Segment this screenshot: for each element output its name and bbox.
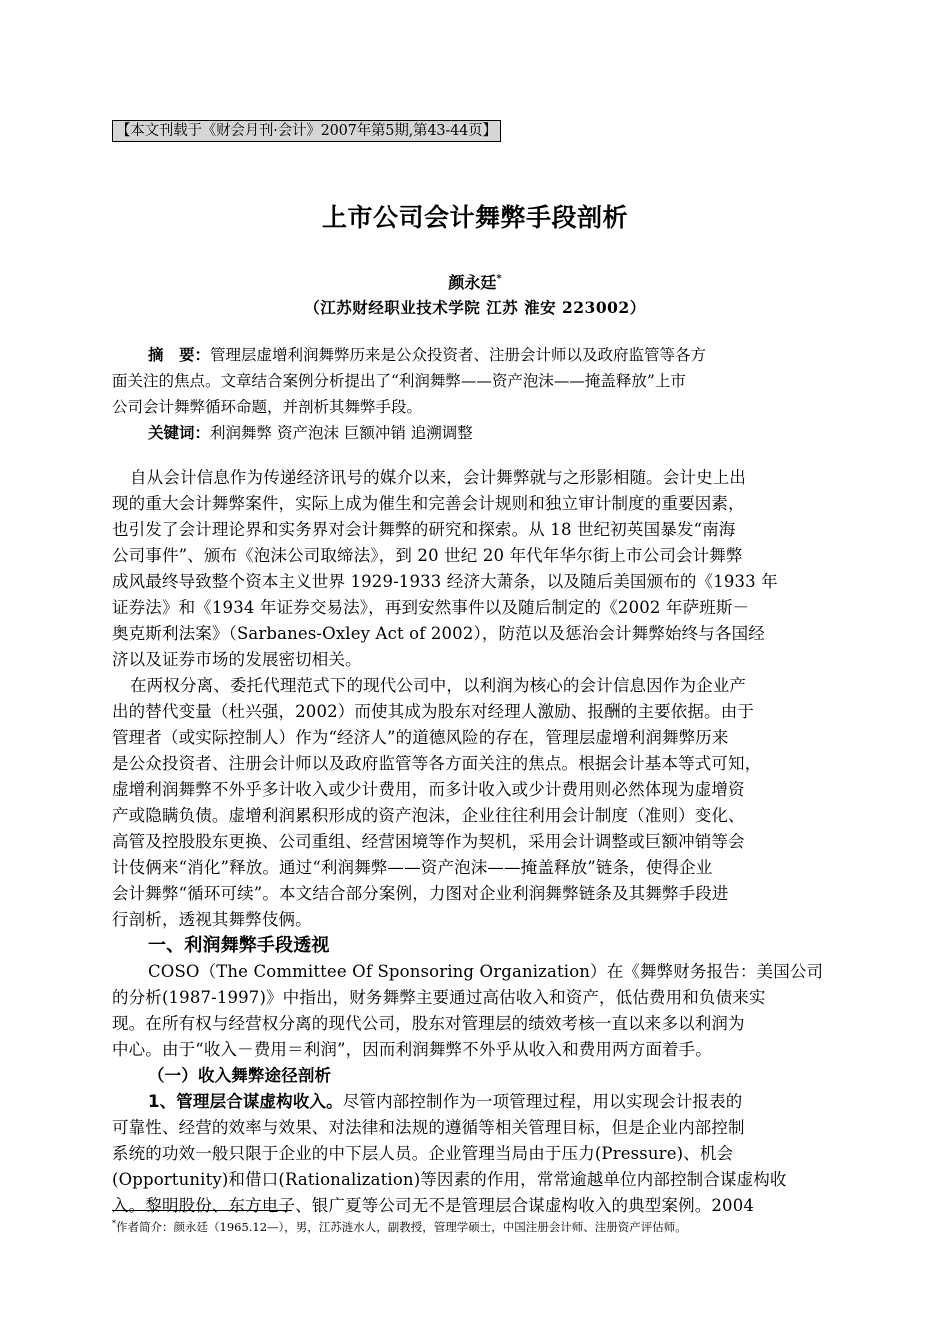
text-line: 入。黎明股份、东方电子、银广夏等公司无不是管理层合谋虚构收入的典型案例。2004 xyxy=(112,1196,754,1215)
paragraph-1 xyxy=(112,465,844,673)
text-line: 奥克斯利法案》（Sarbanes-Oxley Act of 2002），防范以及惩治会计舞弊始终与各国经 xyxy=(112,624,765,643)
section-heading-1: 一、利润舞弊手段透视 xyxy=(148,935,330,956)
paragraph-4 xyxy=(112,1089,844,1219)
runin-heading: 1、管理层合谋虚构收入。 xyxy=(148,1092,343,1111)
text-line: 虚增利润舞弊不外乎多计收入或少计费用，而多计收入或少计费用则必然体现为虚增资 xyxy=(112,780,745,799)
text-line xyxy=(112,1089,844,1115)
paragraph-3 xyxy=(112,959,844,1063)
text-line: 出的替代变量（杜兴强，2002）而使其成为股东对经理人激励、报酬的主要依据。由于 xyxy=(112,702,754,721)
text-line: 公司事件”、颁布《泡沫公司取缔法》，到 20 世纪 20 年代年华尔街上市公司会计舞弊 xyxy=(112,546,743,565)
abstract-line: 公司会计舞弊循环命题，并剖析其舞弊手段。 xyxy=(112,398,423,416)
abstract-text: 管理层虚增利润舞弊历来是公众投资者、注册会计师以及政府监管等各方 xyxy=(210,346,707,364)
text-line: 管理者（或实际控制人）作为“经济人”的道德风险的存在，管理层虚增利润舞弊历来 xyxy=(112,728,729,747)
paper-title: 上市公司会计舞弊手段剖析 xyxy=(321,203,628,232)
text-line: 现。在所有权与经营权分离的现代公司，股东对管理层的绩效考核一直以来多以利润为 xyxy=(112,1014,745,1033)
text-line: (Opportunity)和借口(Rationalization)等因素的作用，常常逾越单位内部控制合谋虚构收 xyxy=(112,1170,787,1189)
keywords-text: 利润舞弊 资产泡沫 巨额冲销 追溯调整 xyxy=(210,424,473,442)
abstract-line xyxy=(112,342,844,368)
abstract-line: 面关注的焦点。文章结合案例分析提出了“利润舞弊——资产泡沫——掩盖释放”上市 xyxy=(112,372,686,390)
text-line: 自从会计信息作为传递经济讯号的媒介以来，会计舞弊就与之形影相随。会计史上出 xyxy=(130,468,747,487)
author-line xyxy=(0,270,950,293)
text-line: 行剖析，透视其舞弊伎俩。 xyxy=(112,910,312,929)
text-line: 会计舞弊“循环可续”。本文结合部分案例，力图对企业利润舞弊链条及其舞弊手段进 xyxy=(112,884,729,903)
footnote xyxy=(112,1216,687,1235)
text-line: COSO（The Committee Of Sponsoring Organization）在《舞弊财务报告：美国公司 xyxy=(148,962,824,981)
text-line: 是公众投资者、注册会计师以及政府监管等各方面关注的焦点。根据会计基本等式可知， xyxy=(112,754,762,773)
text-line: 中心。由于“收入－费用＝利润”，因而利润舞弊不外乎从收入和费用两方面着手。 xyxy=(112,1040,712,1059)
text-line: 系统的功效一般只限于企业的中下层人员。企业管理当局由于压力(Pressure)、机会 xyxy=(112,1144,734,1163)
keywords-label: 关键词： xyxy=(148,424,211,442)
text-line: 计伎俩来“消化”释放。通过“利润舞弊——资产泡沫——掩盖释放”链条，使得企业 xyxy=(112,858,713,877)
text-line: 成风最终导致整个资本主义世界 1929-1933 经济大萧条，以及随后美国颁布的《1933 年 xyxy=(112,572,778,591)
author-footnote-mark: * xyxy=(496,273,502,285)
paragraph-2 xyxy=(112,673,844,933)
text-line: 也引发了会计理论界和实务界对会计舞弊的研究和探索。从 18 世纪初英国暴发“南海 xyxy=(112,520,736,539)
body-text xyxy=(112,465,844,1219)
abstract-block xyxy=(112,342,844,446)
text-line: 现的重大会计舞弊案件，实际上成为催生和完善会计规则和独立审计制度的重要因素， xyxy=(112,494,745,513)
subsection-heading-1: （一）收入舞弊途径剖析 xyxy=(148,1066,332,1085)
author-name: 颜永廷 xyxy=(448,273,497,292)
abstract-label: 摘 要： xyxy=(148,346,211,364)
footnote-text: 作者简介：颜永廷（1965.12—），男，江苏涟水人，副教授，管理学硕士，中国注册会计师、注册资产评估师。 xyxy=(116,1219,687,1234)
author-affiliation: （江苏财经职业技术学院 江苏 淮安 223002） xyxy=(304,298,646,317)
text-line: 济以及证券市场的发展密切相关。 xyxy=(112,650,362,669)
citation-note: 【本文刊载于《财会月刊·会计》2007年第5期,第43-44页】 xyxy=(112,120,501,142)
text-line: 证券法》和《1934 年证券交易法》，再到安然事件以及随后制定的《2002 年萨班斯－ xyxy=(112,598,750,617)
keywords-line xyxy=(112,420,844,446)
text-line: 高管及控股股东更换、公司重组、经营困境等作为契机，采用会计调整或巨额冲销等会 xyxy=(112,832,745,851)
footnote-divider xyxy=(112,1210,292,1211)
text-line: 产或隐瞒负债。虚增利润累积形成的资产泡沫，企业往往利用会计制度（准则）变化、 xyxy=(112,806,745,825)
text-line: 在两权分离、委托代理范式下的现代公司中，以利润为核心的会计信息因作为企业产 xyxy=(130,676,747,695)
text-line: 的分析(1987-1997)》中指出，财务舞弊主要通过高估收入和资产，低估费用和负债来实 xyxy=(112,988,766,1007)
text-line: 可靠性、经营的效率与效果、对法律和法规的遵循等相关管理目标，但是企业内部控制 xyxy=(112,1118,745,1137)
text-span: 尽管内部控制作为一项管理过程，用以实现会计报表的 xyxy=(342,1092,743,1111)
footnote-mark: * xyxy=(112,1219,116,1228)
